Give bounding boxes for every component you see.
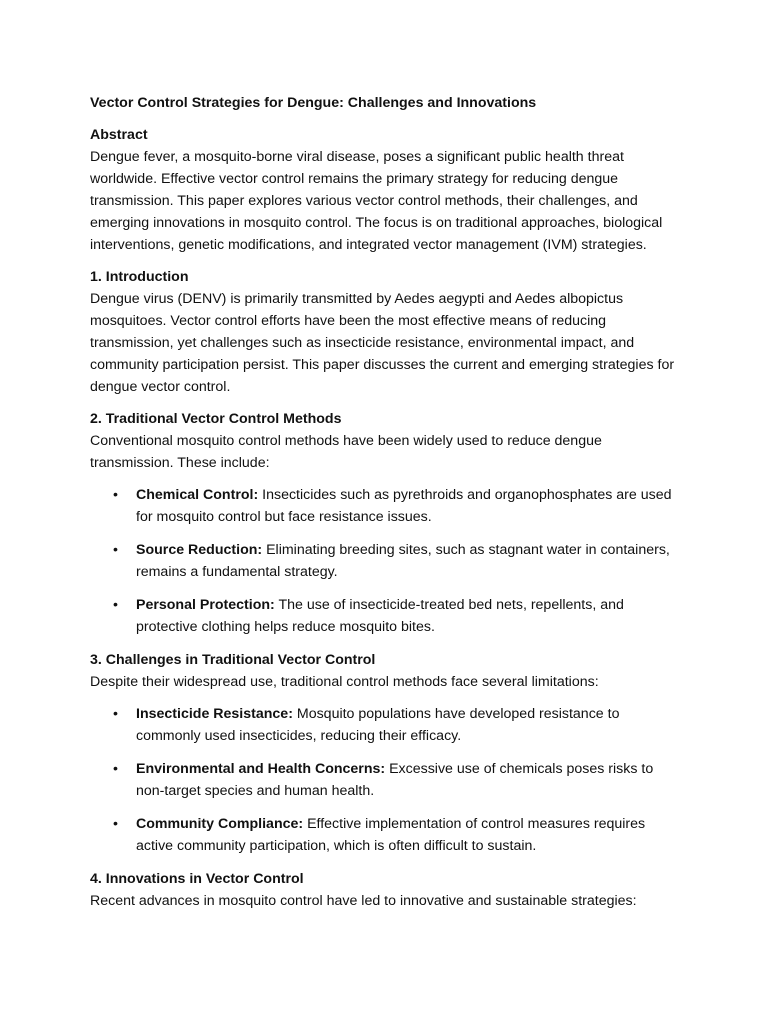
- section-text: Conventional mosquito control methods have been widely used to reduce dengue transmission. These include:: [90, 433, 602, 471]
- bullet-icon: •: [113, 761, 118, 777]
- bullet-term: Chemical Control:: [136, 487, 259, 503]
- section-heading: 3. Challenges in Traditional Vector Control: [90, 652, 376, 668]
- bullet-term: Source Reduction:: [136, 542, 263, 558]
- bullet-text: Effective implementation of control measures requires active community participation, which is often difficult to sustain.: [136, 816, 646, 854]
- bullet-text: Eliminating breeding sites, such as stagnant water in containers, remains a fundamental strategy.: [136, 542, 670, 580]
- bullet-text: Excessive use of chemicals poses risks to non-target species and human health.: [136, 761, 654, 799]
- bullet-list: [90, 484, 678, 638]
- bullet-term: Insecticide Resistance:: [136, 706, 293, 722]
- bullet-term: Community Compliance:: [136, 816, 304, 832]
- section-introduction: [90, 266, 678, 398]
- bullet-icon: •: [113, 487, 118, 503]
- section-heading: 2. Traditional Vector Control Methods: [90, 411, 342, 427]
- bullet-term: Personal Protection:: [136, 597, 275, 613]
- bullet-icon: •: [113, 706, 118, 722]
- bullet-text: Insecticides such as pyrethroids and organophosphates are used for mosquito control but face resistance issues.: [136, 487, 672, 525]
- document-title: Vector Control Strategies for Dengue: Challenges and Innovations: [90, 95, 537, 111]
- bullet-text: The use of insecticide-treated bed nets, repellents, and protective clothing helps reduce mosquito bites.: [136, 597, 624, 635]
- list-item: [90, 594, 678, 638]
- section-text: Recent advances in mosquito control have led to innovative and sustainable strategies:: [90, 893, 637, 909]
- section-heading: 4. Innovations in Vector Control: [90, 871, 304, 887]
- section-heading: 1. Introduction: [90, 269, 189, 285]
- bullet-icon: •: [113, 542, 118, 558]
- section-challenges: [90, 649, 678, 857]
- bullet-text: Mosquito populations have developed resistance to commonly used insecticides, reducing their efficacy.: [136, 706, 620, 744]
- section-text: Despite their widespread use, traditional control methods face several limitations:: [90, 674, 599, 690]
- bullet-icon: •: [113, 816, 118, 832]
- section-traditional-methods: [90, 408, 678, 638]
- bullet-list: [90, 703, 678, 857]
- list-item: [90, 758, 678, 802]
- abstract-section: [90, 124, 678, 256]
- list-item: [90, 703, 678, 747]
- bullet-icon: •: [113, 597, 118, 613]
- section-innovations: [90, 868, 678, 912]
- list-item: [90, 813, 678, 857]
- section-text: Dengue virus (DENV) is primarily transmitted by Aedes aegypti and Aedes albopictus mosquitoes. Vector control efforts have been the most effective means of reducing transmission, yet challenges such as insecticide resistance, environmental impact, and community participation persist. This paper discusses the current and emerging strategies for dengue vector control.: [90, 291, 675, 395]
- bullet-term: Environmental and Health Concerns:: [136, 761, 386, 777]
- list-item: [90, 484, 678, 528]
- list-item: [90, 539, 678, 583]
- abstract-text: Dengue fever, a mosquito-borne viral disease, poses a significant public health threat worldwide. Effective vector control remains the primary strategy for reducing dengue transmission. This paper explores various vector control methods, their challenges, and emerging innovations in mosquito control. The focus is on traditional approaches, biological interventions, genetic modifications, and integrated vector management (IVM) strategies.: [90, 149, 663, 253]
- abstract-heading: Abstract: [90, 127, 148, 143]
